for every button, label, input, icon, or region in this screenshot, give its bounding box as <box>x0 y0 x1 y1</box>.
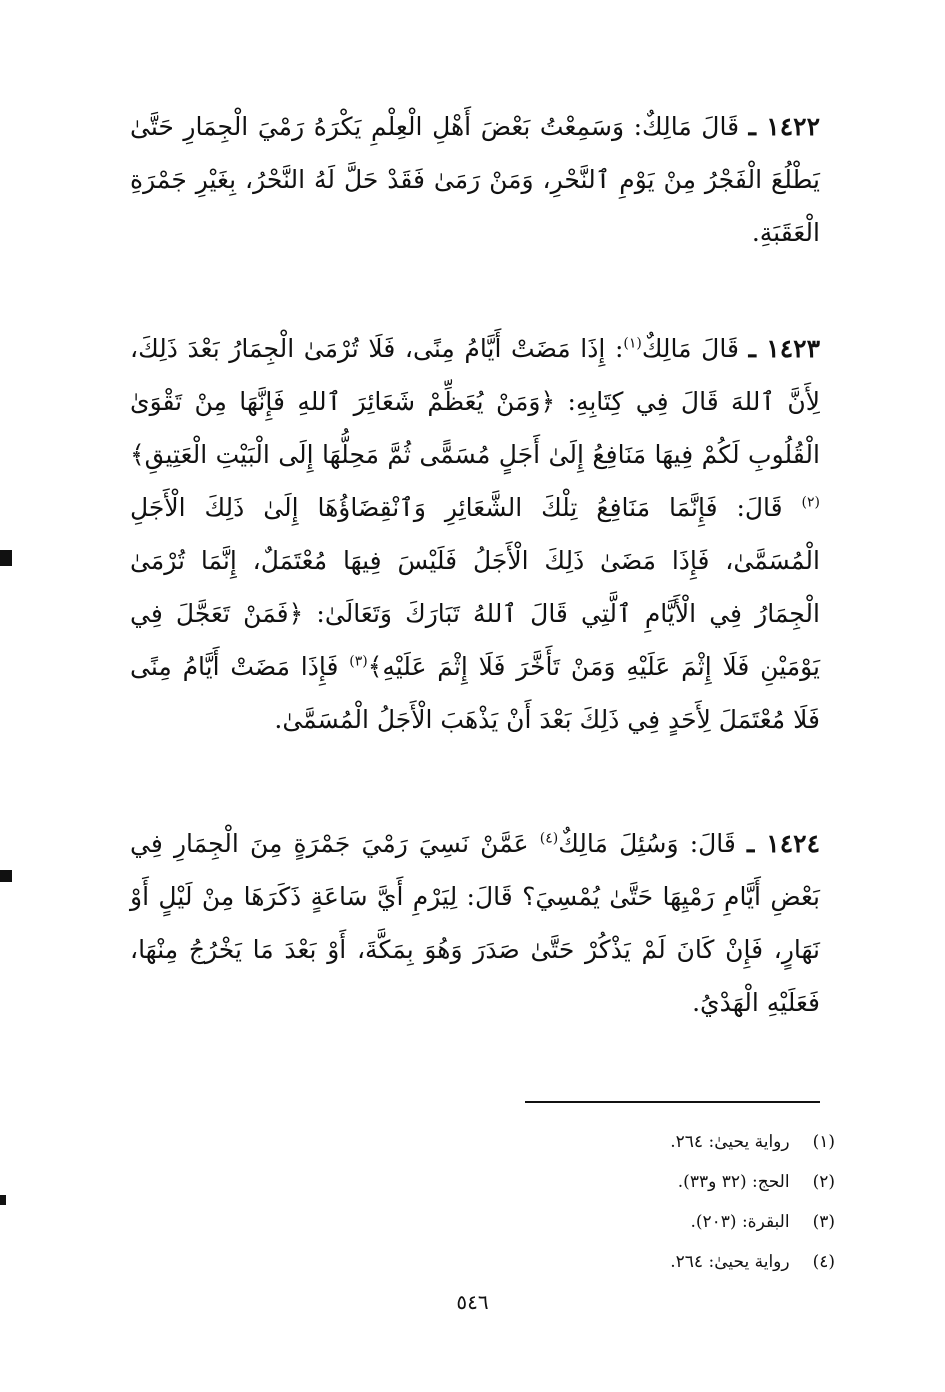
paragraph-number: ١٤٢٤ ـ <box>747 829 821 858</box>
footnote-label: (١) <box>812 1132 835 1152</box>
footnote-reference[interactable]: (١) <box>623 335 642 352</box>
page-number: ٥٤٦ <box>456 1290 489 1314</box>
paragraph-text: قَالَ مَالِكٌ <box>641 334 739 363</box>
footnote-reference[interactable]: (٣) <box>349 653 368 670</box>
paragraph-1423 <box>130 322 820 746</box>
footnote-reference[interactable]: (٤) <box>539 830 559 847</box>
paragraph-text: قَالَ: وَسُئِلَ مَالِكٌ <box>558 829 736 858</box>
paragraph-1422 <box>130 100 820 259</box>
paragraph-text: فَإِذَا مَضَتْ أَيَّامُ مِنًى فَلَا مُعْتَمَلَ لِأَحَدٍ فِي ذَلِكَ بَعْدَ أَنْ يَذْهَبَ الْأَجَلُ الْمُسَمَّىٰ. <box>130 652 820 734</box>
paragraph-text: : إِذَا مَضَتْ أَيَّامُ مِنًى، فَلَا تُرْمَىٰ الْجِمَارُ بَعْدَ ذَلِكَ، لِأَنَّ ٱللهَ قَالَ فِي كِتَابِهِ: ﴿وَمَنْ يُعَظِّمْ شَعَائِرَ ٱللهِ فَإِنَّهَا مِنْ تَقْوَىٰ الْقُلُوبِ لَكُمْ فِيهَا مَنَافِعُ إِلَىٰ أَجَلٍ مُسَمًّى ثُمَّ مَحِلُّهَا إِلَى الْبَيْتِ الْعَتِيقِ﴾ <box>130 334 820 469</box>
footnote-item <box>435 1122 835 1162</box>
paragraph-text: قَالَ: فَإِنَّمَا مَنَافِعُ تِلْكَ الشَّعَائِرِ وَٱنْقِضَاؤُهَا إِلَىٰ ذَلِكَ الْأَجَلِ الْمُسَمَّىٰ، فَإِذَا مَضَىٰ ذَلِكَ الْأَجَلُ فَلَيْسَ فِيهَا مُعْتَمَلٌ، إِنَّمَا تُرْمَىٰ الْجِمَارُ فِي الْأَيَّامِ ٱلَّتِي قَالَ ٱللهُ تَبَارَكَ وَتَعَالَىٰ: ﴿فَمَنْ تَعَجَّلَ فِي يَوْمَيْنِ فَلَا إِثْمَ عَلَيْهِ وَمَنْ تَأَخَّرَ فَلَا إِثْمَ عَلَيْهِ﴾ <box>130 493 820 681</box>
footnote-item <box>435 1242 835 1282</box>
footnote-text: الحج: (٣٢ و٣٣). <box>677 1172 790 1192</box>
scan-edge-mark <box>0 870 12 882</box>
scan-edge-mark <box>0 1195 6 1205</box>
paragraph-text: عَمَّنْ نَسِيَ رَمْيَ جَمْرَةٍ مِنَ الْجِمَارِ فِي بَعْضِ أَيَّامِ رَمْيِهَا حَتَّىٰ يُمْسِيَ؟ قَالَ: لِيَرْمِ أَيَّ سَاعَةٍ ذَكَرَهَا مِنْ لَيْلٍ أَوْ نَهَارٍ، فَإِنْ كَانَ لَمْ يَذْكُرْ حَتَّىٰ صَدَرَ وَهُوَ بِمَكَّةَ، أَوْ بَعْدَ مَا يَخْرُجُ مِنْهَا، فَعَلَيْهِ الْهَدْيُ. <box>130 829 820 1017</box>
footnote-text: رواية يحيىٰ: ٢٦٤. <box>670 1252 790 1272</box>
footnotes-list <box>435 1122 835 1282</box>
footnote-label: (٤) <box>812 1252 835 1272</box>
footnote-label: (٢) <box>812 1172 835 1192</box>
paragraph-1424 <box>130 817 820 1029</box>
footnote-item <box>435 1162 835 1202</box>
paragraph-number: ١٤٢٣ ـ <box>748 334 821 363</box>
footnote-text: البقرة: (٢٠٣). <box>690 1212 790 1232</box>
paragraph-number: ١٤٢٢ ـ <box>748 112 821 141</box>
footnote-reference[interactable]: (٢) <box>801 494 820 511</box>
footnote-separator <box>525 1101 820 1103</box>
scan-edge-mark <box>0 550 12 566</box>
paragraph-text: قَالَ مَالِكٌ: وَسَمِعْتُ بَعْضَ أَهْلِ الْعِلْمِ يَكْرَهُ رَمْيَ الْجِمَارِ حَتَّىٰ يَطْلُعَ الْفَجْرُ مِنْ يَوْمِ ٱلنَّحْرِ، وَمَنْ رَمَىٰ فَقَدْ حَلَّ لَهُ النَّحْرُ، بِغَيْرِ جَمْرَةِ الْعَقَبَةِ. <box>130 112 820 247</box>
footnote-label: (٣) <box>812 1212 835 1232</box>
footnote-item <box>435 1202 835 1242</box>
footnote-text: رواية يحيىٰ: ٢٦٤. <box>670 1132 790 1152</box>
